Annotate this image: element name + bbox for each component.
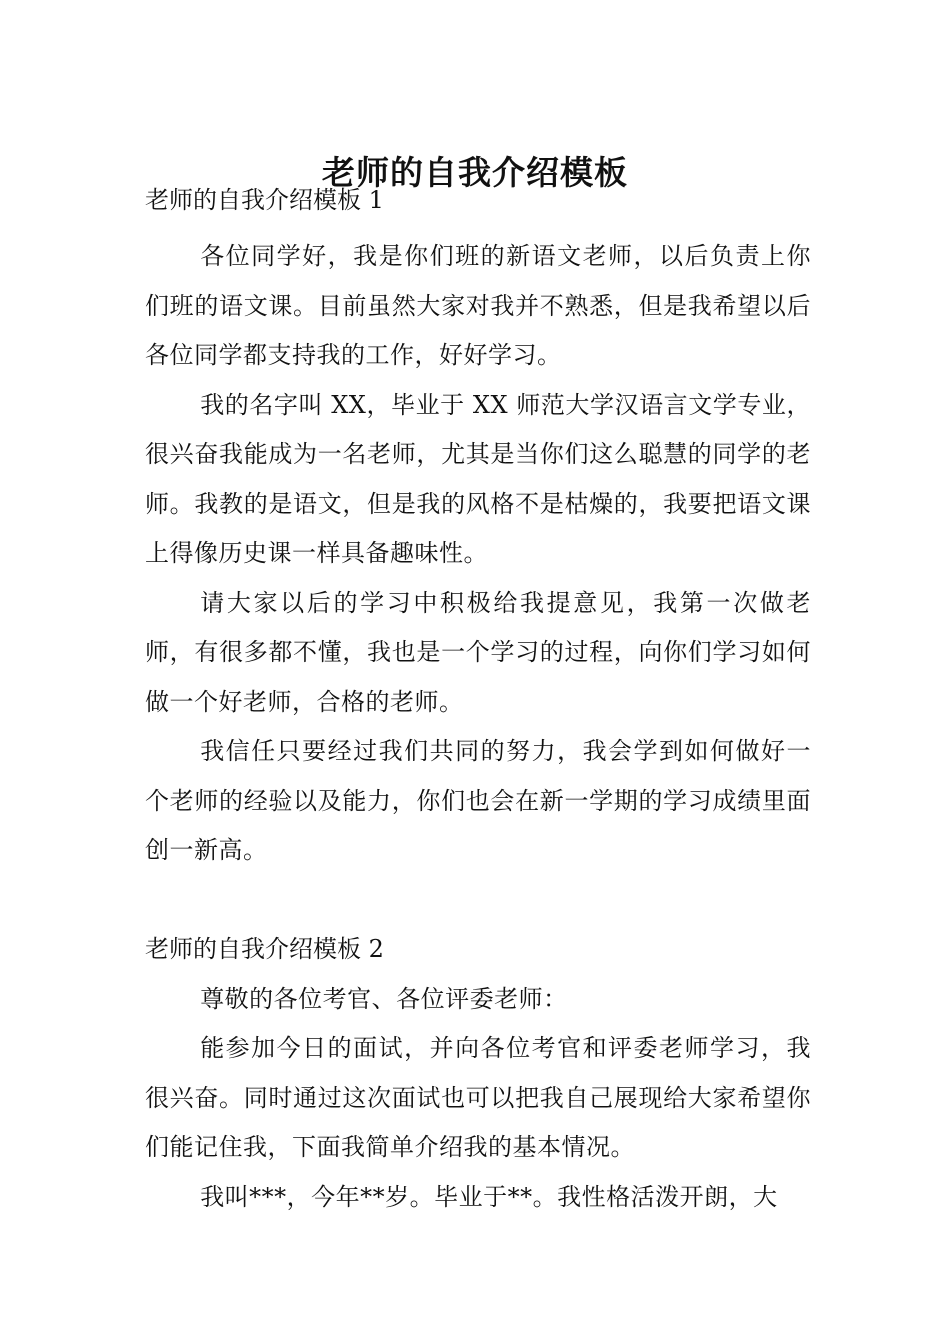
section-heading: 老师的自我介绍模板 2 [145,934,384,963]
document-title: 老师的自我介绍模板 [322,153,628,193]
section-2 [145,929,811,1223]
paragraph: 我叫***，今年**岁。毕业于**。我性格活泼开朗，大 [200,1182,778,1211]
paragraph: 请大家以后的学习中积极给我提意见，我第一次做老师，有很多都不懂，我也是一个学习的过程，向你们学习如何做一个好老师，合格的老师。 [145,588,811,716]
paragraph: 各位同学好，我是你们班的新语文老师，以后负责上你们班的语文课。目前虽然大家对我并不熟悉，但是我希望以后各位同学都支持我的工作，好好学习。 [145,242,811,369]
paragraph: 尊敬的各位考官、各位评委老师： [200,984,568,1013]
section-heading: 老师的自我介绍模板 1 [145,186,384,214]
section-spacer [145,876,811,929]
paragraph: 我的名字叫 XX，毕业于 XX 师范大学汉语言文学专业，很兴奋我能成为一名老师，尤其是当你们这么聪慧的同学的老师。我教的是语文，但是我的风格不是枯燥的，我要把语文课上得像历史课一样具备趣味性。 [145,390,811,567]
paragraph: 能参加今日的面试，并向各位考官和评委老师学习，我很兴奋。同时通过这次面试也可以把我自己展现给大家希望你们能记住我，下面我简单介绍我的基本情况。 [145,1034,811,1161]
section-1 [145,180,811,876]
paragraph: 我信任只要经过我们共同的努力，我会学到如何做好一个老师的经验以及能力，你们也会在新一学期的学习成绩里面创一新高。 [145,737,811,864]
document-body [145,180,811,1222]
